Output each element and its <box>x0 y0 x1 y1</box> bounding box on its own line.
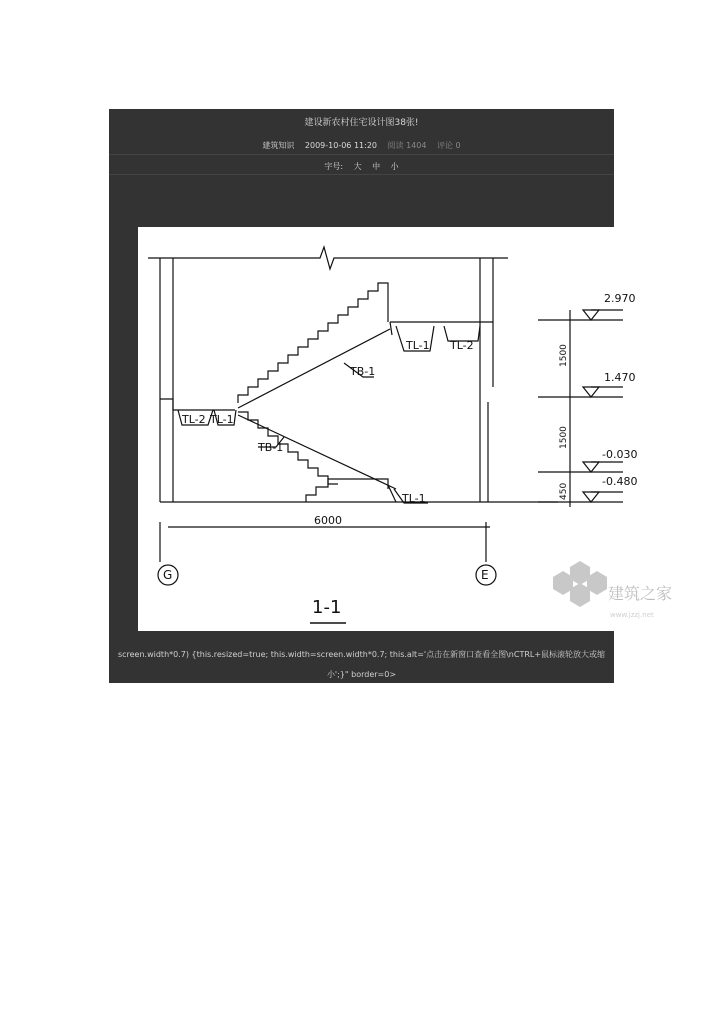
label-tl1-landing: TL-1 <box>210 413 234 426</box>
post-datetime: 2009-10-06 11:20 <box>304 141 377 150</box>
axis-label-g: G <box>163 568 173 582</box>
horizontal-dim: 6000 <box>314 514 342 527</box>
label-tl2-landing: TL-2 <box>182 413 206 426</box>
elevation-2: 1.470 <box>604 371 636 384</box>
font-size-switcher <box>109 161 614 172</box>
vertical-dim-lower: 450 <box>559 482 569 500</box>
divider <box>109 174 614 175</box>
axis-label-e: E <box>481 568 489 582</box>
label-tl2-upper: TL-2 <box>450 339 474 352</box>
font-size-large-link[interactable]: 大 <box>353 162 362 171</box>
article-meta <box>109 140 614 151</box>
label-tb1-lower: TB-1 <box>258 441 284 454</box>
raw-html-text-line2: 小';}" border=0> <box>326 670 397 679</box>
vertical-dim-upper: 1500 <box>559 344 569 367</box>
article-title: 建设新农村住宅设计图38张! <box>304 118 419 128</box>
vertical-dim-middle: 1500 <box>559 426 569 449</box>
label-tb1-upper: TB-1 <box>350 365 376 378</box>
watermark-sub: www.jzzj.net <box>610 611 654 619</box>
read-count: 阅读 1404 <box>387 141 427 150</box>
stair-section-drawing[interactable] <box>138 227 687 631</box>
watermark-text: 建筑之家 <box>608 584 673 603</box>
font-size-medium-link[interactable]: 中 <box>372 162 381 171</box>
label-tl1-upper: TL-1 <box>406 339 430 352</box>
stair-section-svg <box>138 227 687 631</box>
article-panel <box>109 109 673 683</box>
elevation-4: -0.480 <box>602 475 638 488</box>
comment-count[interactable]: 评论 0 <box>437 141 461 150</box>
divider <box>109 154 614 155</box>
font-size-label: 字号: <box>324 162 344 171</box>
section-title: 1-1 <box>312 597 342 618</box>
elevation-1: 2.970 <box>604 292 636 305</box>
raw-html-text-line1: screen.width*0.7) {this.resized=true; this.width=screen.width*0.7; this.alt='点击在新窗口查看全图\nCTRL+鼠标滚轮放大或缩 <box>117 650 606 659</box>
category-link[interactable]: 建筑知识 <box>262 141 295 150</box>
label-tl1-lower: TL-1 <box>402 492 426 505</box>
elevation-3: -0.030 <box>602 448 638 461</box>
font-size-small-link[interactable]: 小 <box>390 162 399 171</box>
watermark <box>553 561 672 619</box>
break-line <box>148 247 508 269</box>
